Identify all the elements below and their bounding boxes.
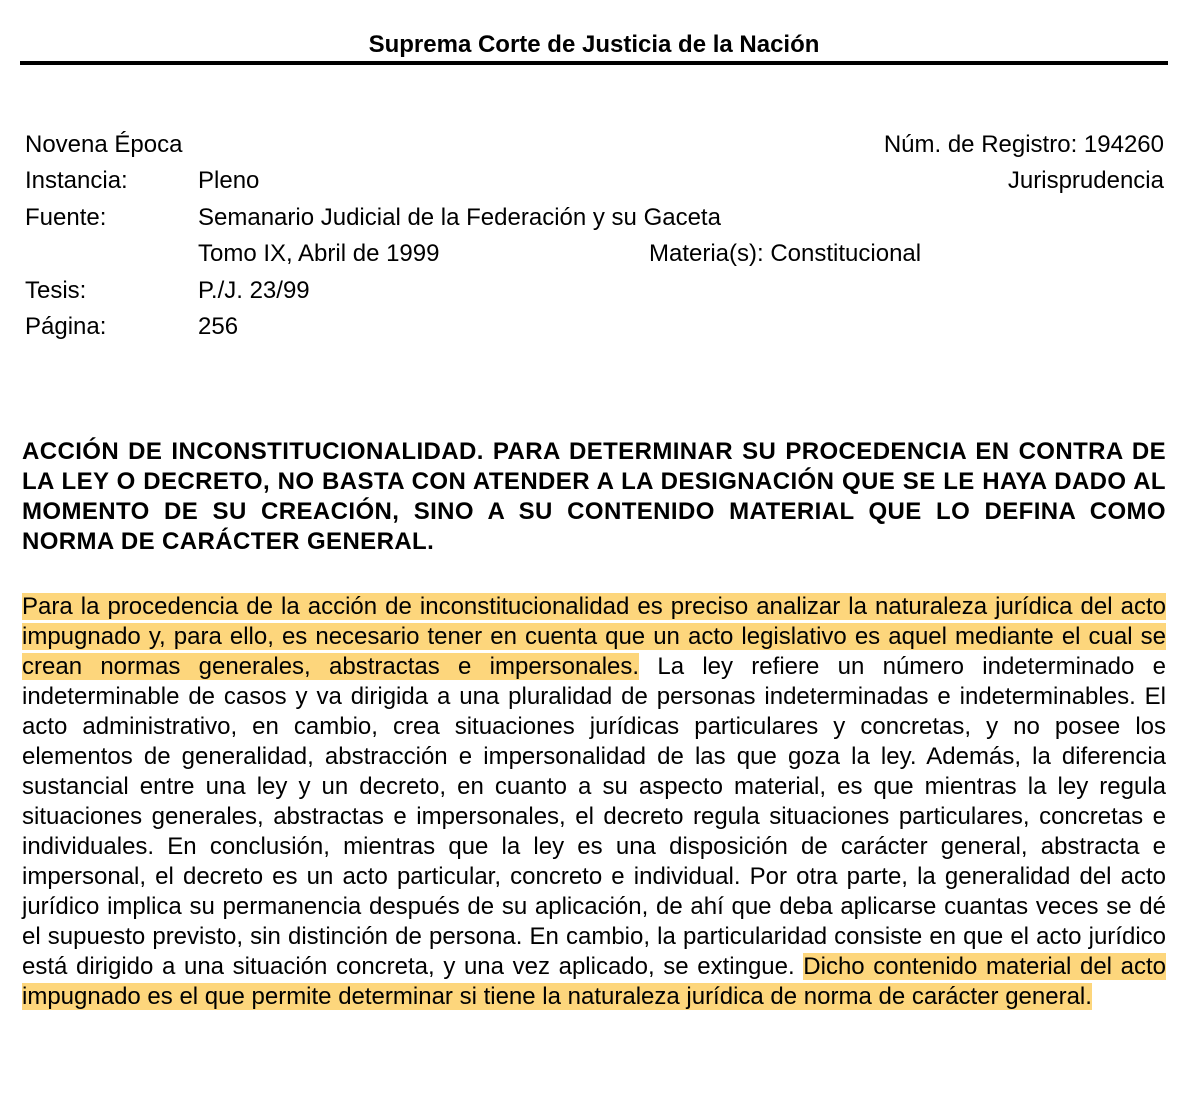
tomo-value: Tomo IX, Abril de 1999 (198, 240, 440, 267)
fuente-label: Fuente: (25, 204, 107, 231)
instancia-label: Instancia: (25, 167, 128, 194)
materia-value: Materia(s): Constitucional (649, 240, 922, 267)
thesis-title: ACCIÓN DE INCONSTITUCIONALIDAD. PARA DETERMINAR SU PROCEDENCIA EN CONTRA DE LA LEY O DECRETO, NO BASTA CON ATENDER A LA DESIGNACIÓN QUE SE LE HAYA DADO AL MOMENTO DE SU CREACIÓN, SINO A SU CONTENIDO MATERIAL QUE LO DEFINA COMO NORMA DE CARÁCTER GENERAL. (22, 438, 1166, 555)
tesis-value: P./J. 23/99 (198, 277, 310, 304)
fuente-value: Semanario Judicial de la Federación y su Gaceta (198, 204, 721, 231)
court-name-heading: Suprema Corte de Justicia de la Nación (368, 31, 820, 58)
instancia-value: Pleno (198, 167, 260, 194)
epoca-text: Novena Época (25, 131, 183, 158)
pagina-label: Página: (25, 313, 107, 340)
header-divider (20, 61, 1168, 65)
highlighted-passage-1: Para la procedencia de la acción de inconstitucionalidad es preciso analizar la naturaleza jurídica del acto impugnado y, para ello, es necesario tener en cuenta que un acto legislativo es aquel mediante el cual se crean normas generales, abstractas e impersonales. (22, 593, 1166, 680)
document-type: Jurisprudencia (1007, 167, 1164, 194)
body-passage: La ley refiere un número indeterminado e indeterminable de casos y va dirigida a una pluralidad de personas indeterminadas e indeterminables. El acto administrativo, en cambio, crea situaciones jurídicas particulares y concretas, y no posee los elementos de generalidad, abstracción e impersonalidad de las que goza la ley. Además, la diferencia sustancial entre una ley y un decreto, en cuanto a su aspecto material, es que mientras la ley regula situaciones generales, abstractas e impersonales, el decreto regula situaciones particulares, concretas e individuales. En conclusión, mientras que la ley es una disposición de carácter general, abstracta e impersonal, el decreto es un acto particular, concreto e individual. Por otra parte, la generalidad del acto jurídico implica su permanencia después de su aplicación, de ahí que deba aplicarse cuantas veces se dé el supuesto previsto, sin distinción de persona. En cambio, la particularidad consiste en que el acto jurídico está dirigido a una situación concreta, y una vez aplicado, se extingue. (22, 653, 1167, 980)
registro-number: Núm. de Registro: 194260 (883, 131, 1164, 158)
tesis-label: Tesis: (25, 277, 87, 304)
pagina-value: 256 (198, 313, 239, 340)
thesis-body (22, 592, 1166, 1012)
highlighted-passage-2: Dicho contenido material del acto impugnado es el que permite determinar si tiene la naturaleza jurídica de norma de carácter general. (22, 953, 1166, 1010)
